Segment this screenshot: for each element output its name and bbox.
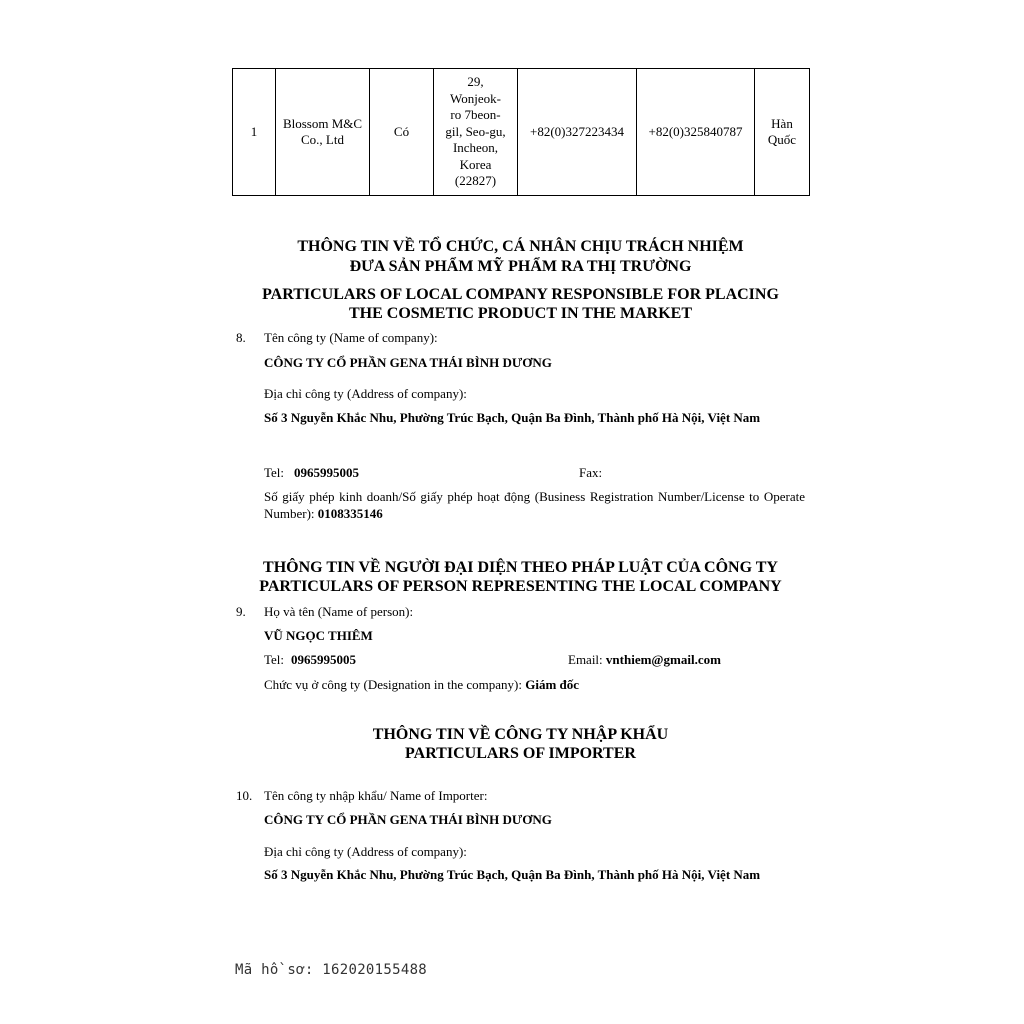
manufacturer-flag: Có <box>370 69 434 196</box>
importer-address-value: Số 3 Nguyễn Khắc Nhu, Phường Trúc Bạch, Quận Ba Đình, Thành phố Hà Nội, Việt Nam <box>264 867 761 882</box>
designation-line <box>264 677 579 693</box>
representative-title-en: PARTICULARS OF PERSON REPRESENTING THE LOCAL COMPANY <box>259 578 782 595</box>
company-name-value: CÔNG TY CỔ PHẦN GENA THÁI BÌNH DƯƠNG <box>264 355 552 370</box>
person-name-label: Họ và tên (Name of person): <box>264 604 414 619</box>
responsible-title-vi-2: ĐƯA SẢN PHẨM MỸ PHẨM RA THỊ TRƯỜNG <box>349 258 692 275</box>
manufacturer-tel: +82(0)327223434 <box>518 69 637 196</box>
company-address-value: Số 3 Nguyễn Khắc Nhu, Phường Trúc Bạch, Quận Ba Đình, Thành phố Hà Nội, Việt Nam <box>264 410 761 425</box>
table-row <box>233 69 810 196</box>
representative-title-vi: THÔNG TIN VỀ NGƯỜI ĐẠI DIỆN THEO PHÁP LUẬT CỦA CÔNG TY <box>263 559 778 576</box>
designation-value: Giám đốc <box>525 677 580 692</box>
importer-address-label: Địa chỉ công ty (Address of company): <box>264 844 467 859</box>
manufacturer-fax: +82(0)325840787 <box>637 69 755 196</box>
row-index: 1 <box>233 69 276 196</box>
responsible-title-en-2: THE COSMETIC PRODUCT IN THE MARKET <box>348 305 692 322</box>
importer-name-label: Tên công ty nhập khẩu/ Name of Importer: <box>264 788 488 803</box>
license-number: 0108335146 <box>317 505 383 521</box>
manufacturer-table <box>232 68 810 196</box>
person-email-line <box>568 652 721 668</box>
importer-name-value: CÔNG TY CỔ PHẦN GENA THÁI BÌNH DƯƠNG <box>264 812 552 827</box>
designation-label: Chức vụ ở công ty (Designation in the company): <box>264 677 522 692</box>
license-line <box>264 489 805 522</box>
importer-title-en: PARTICULARS OF IMPORTER <box>405 745 636 762</box>
manufacturer-name: Blossom M&C Co., Ltd <box>276 69 370 196</box>
person-email-value: vnthiem@gmail.com <box>605 652 721 667</box>
company-tel-label: Tel: <box>264 465 285 480</box>
item-number-9: 9. <box>236 604 246 619</box>
company-address-label: Địa chỉ công ty (Address of company): <box>264 386 467 401</box>
importer-title-vi: THÔNG TIN VỀ CÔNG TY NHẬP KHẨU <box>372 726 669 743</box>
license-label: Số giấy phép kinh doanh/Số giấy phép hoạt động (Business Registration Number/License to Operate Number): <box>264 489 805 521</box>
responsible-title-vi-1: THÔNG TIN VỀ TỔ CHỨC, CÁ NHÂN CHỊU TRÁCH NHIỆM <box>297 238 744 255</box>
manufacturer-address: 29, Wonjeok- ro 7beon- gil, Seo-gu, Incheon, Korea (22827) <box>434 69 518 196</box>
manufacturer-country: Hàn Quốc <box>755 69 810 196</box>
file-code: Mã hồ sơ: 162020155488 <box>235 962 428 978</box>
item-number-8: 8. <box>236 330 246 345</box>
company-fax-label: Fax: <box>579 465 603 480</box>
item-number-10: 10. <box>236 788 253 803</box>
company-tel-value: 0965995005 <box>294 465 359 480</box>
responsible-title-en-1: PARTICULARS OF LOCAL COMPANY RESPONSIBLE FOR PLACING <box>262 286 779 303</box>
person-name-value: VŨ NGỌC THIÊM <box>264 628 373 643</box>
person-tel-label: Tel: <box>264 652 285 667</box>
person-email-label: Email: <box>568 652 603 667</box>
company-name-label: Tên công ty (Name of company): <box>264 330 438 345</box>
person-tel-value: 0965995005 <box>291 652 356 667</box>
